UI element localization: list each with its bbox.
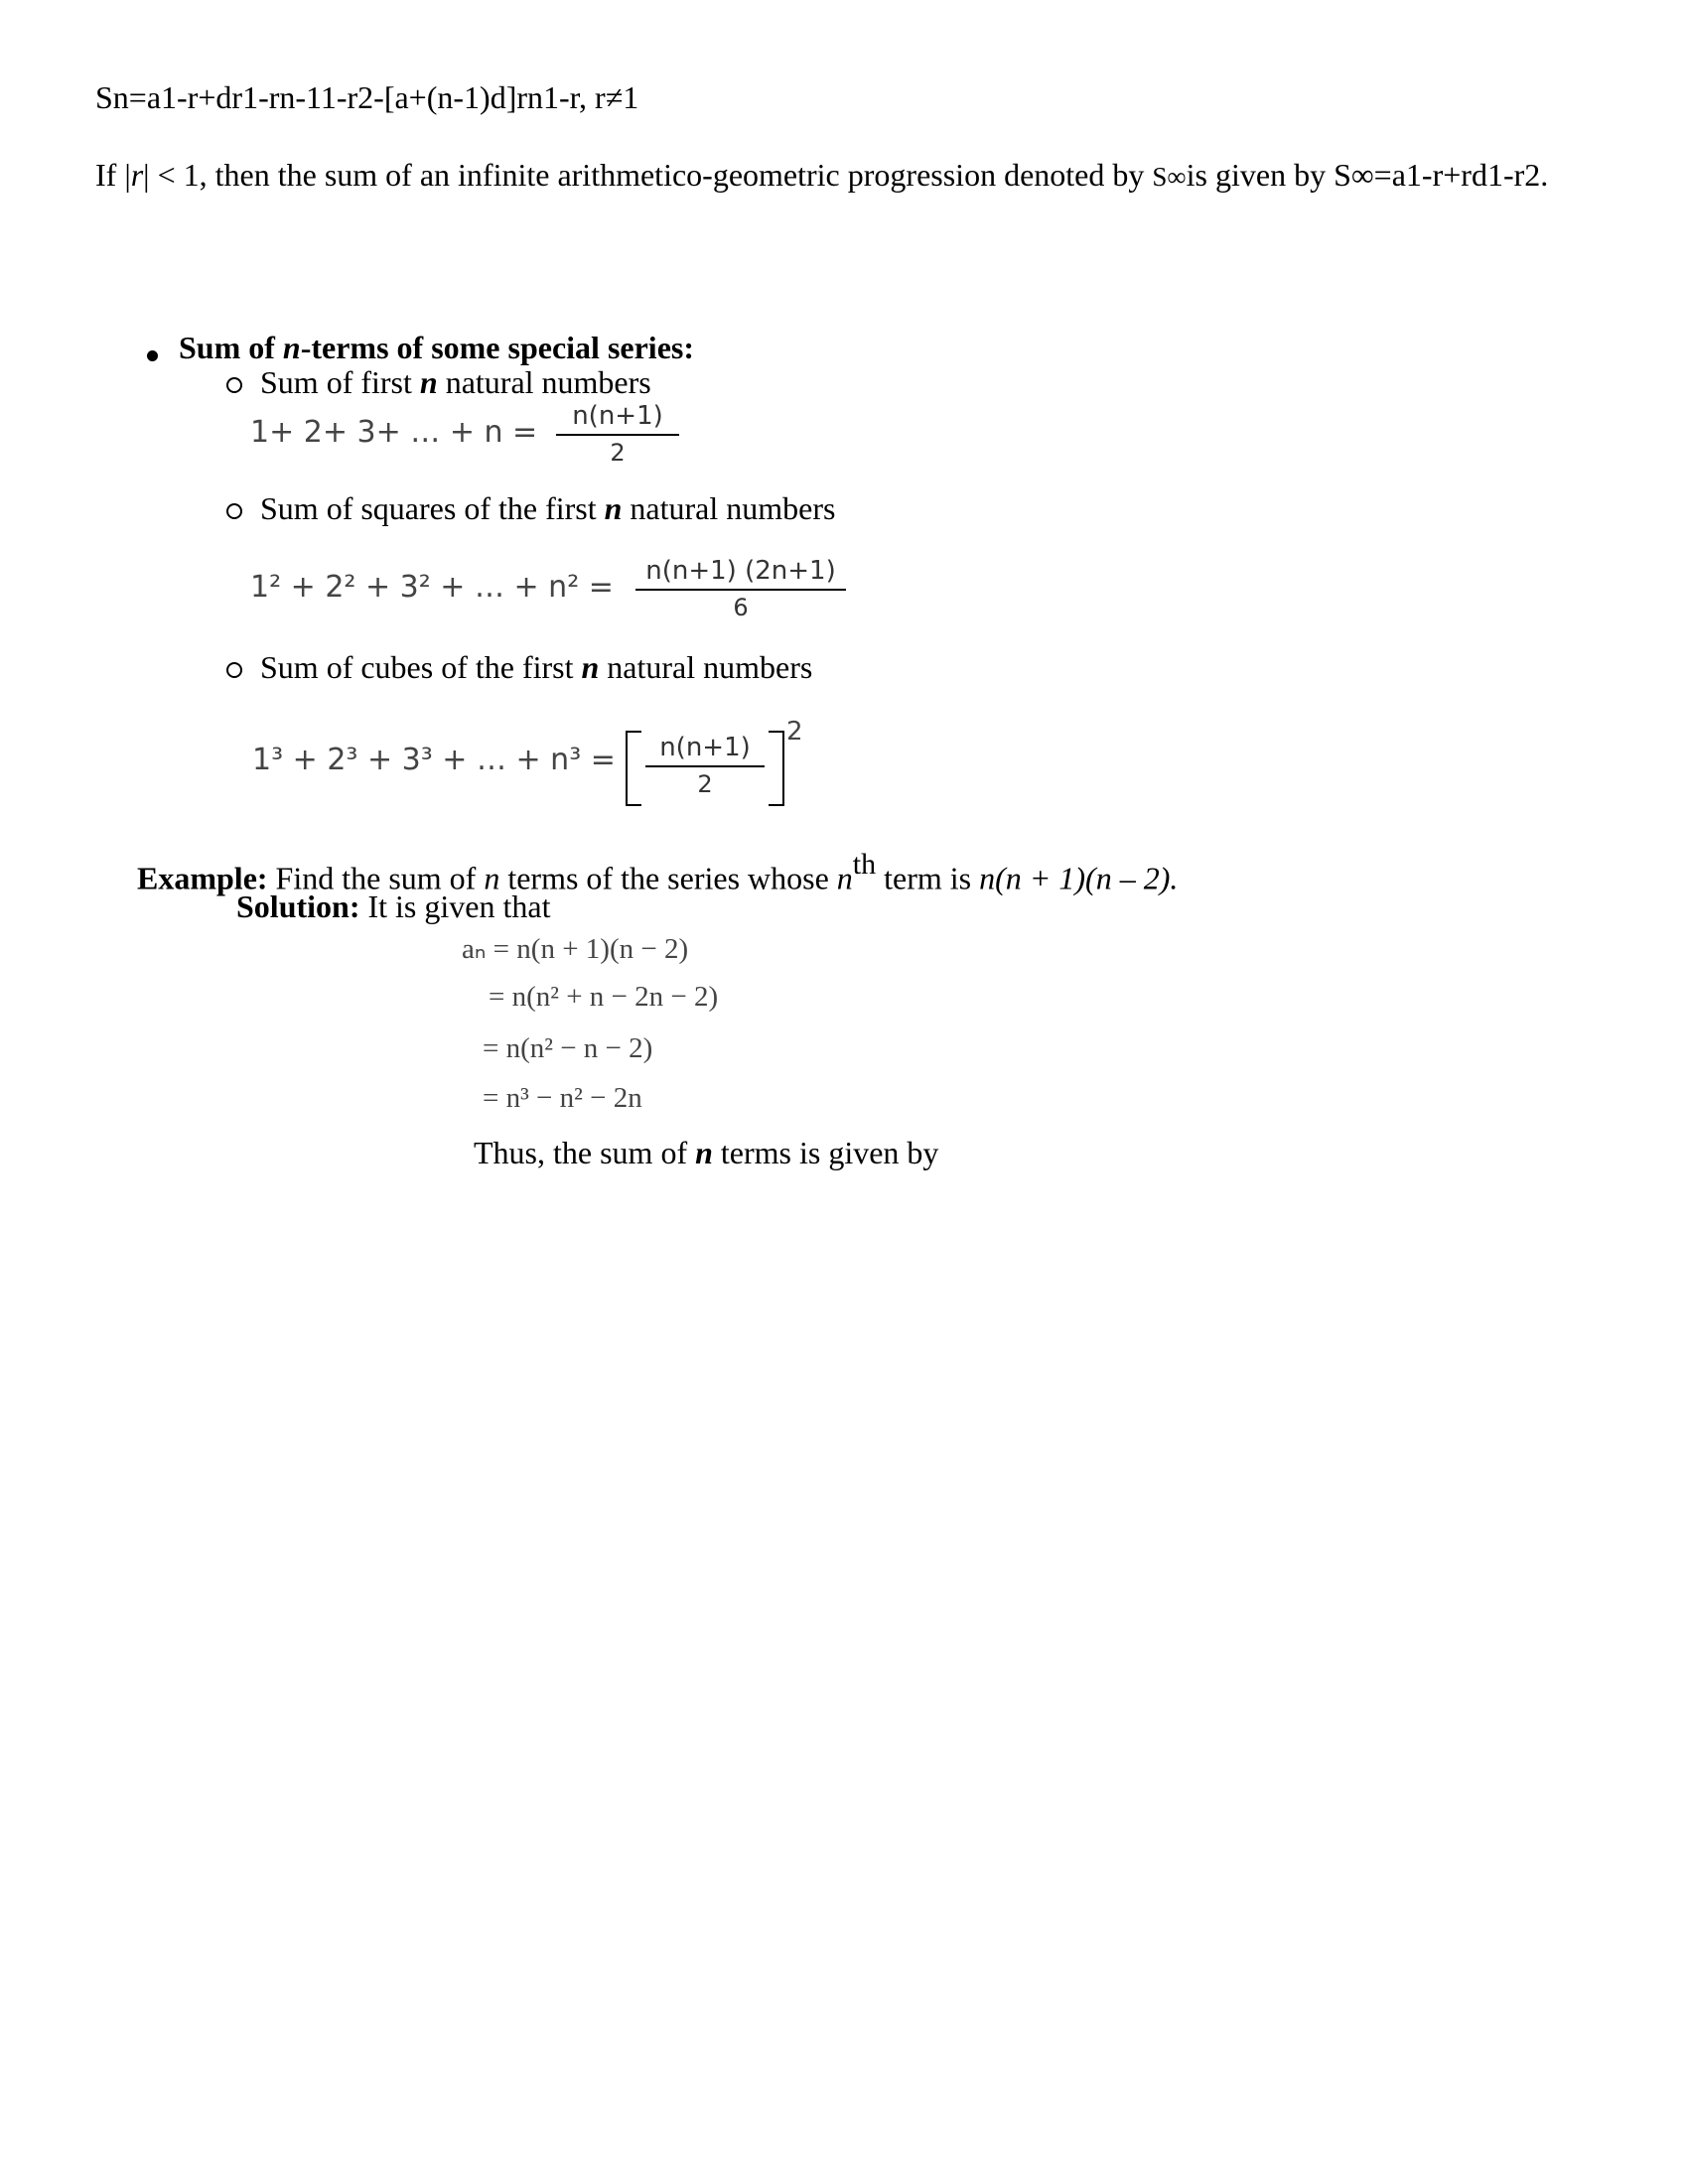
fraction-denominator: 2: [610, 438, 626, 467]
thus-text-b: terms is given by: [712, 1135, 939, 1170]
solution-line: [236, 888, 550, 925]
thus-n: n: [695, 1135, 713, 1170]
cubes-sum-fraction: [645, 733, 765, 798]
circle-bullet-icon: [226, 503, 242, 519]
solution-label: Solution:: [236, 888, 360, 924]
r-var: r: [130, 157, 144, 193]
natural-sum-label: [260, 364, 651, 401]
natural-sum-fraction: [556, 401, 679, 467]
s-infinity-symbol: S∞: [1152, 162, 1187, 192]
bullet-icon: [147, 350, 158, 361]
infinite-sum-paragraph: [95, 154, 1605, 198]
label-n: n: [419, 364, 438, 400]
label-n: n: [604, 490, 623, 526]
fraction-numerator: n(n+1): [572, 401, 663, 431]
thus-line: [474, 1135, 938, 1171]
fraction-bar: [635, 589, 846, 591]
thus-text-a: Thus, the sum of: [474, 1135, 696, 1170]
squares-sum-label: [260, 490, 835, 527]
label-n: n: [581, 649, 600, 685]
example-term: n(n + 1)(n – 2).: [979, 860, 1179, 896]
example-n1: n: [484, 860, 500, 896]
label-post: natural numbers: [437, 364, 651, 400]
derivation-step: = n(n² − n − 2): [483, 1032, 653, 1064]
circle-bullet-icon: [226, 377, 242, 393]
fraction-bar: [556, 434, 679, 436]
natural-sum-lhs: 1+ 2+ 3+ … + n =: [250, 415, 538, 450]
fraction-numerator: n(n+1) (2n+1): [645, 556, 836, 586]
special-series-heading: [179, 330, 694, 366]
cubes-sum-lhs: 1³ + 2³ + 3³ + … + n³ =: [252, 743, 616, 777]
example-label: Example:: [137, 860, 268, 896]
right-bracket: [769, 731, 784, 806]
circle-bullet-icon: [226, 662, 242, 678]
squares-sum-lhs: 1² + 2² + 3² + … + n² =: [250, 570, 614, 605]
para-mid: | < 1, then the sum of an infinite arithmetico-geometric progression denoted by: [143, 157, 1153, 193]
fraction-denominator: 6: [733, 593, 749, 621]
heading-tail: -terms of some special series:: [300, 330, 694, 365]
squares-sum-fraction: [635, 556, 846, 621]
label-pre: Sum of squares of the first: [260, 490, 605, 526]
label-post: natural numbers: [599, 649, 813, 685]
derivation-step: = n³ − n² − 2n: [483, 1082, 642, 1114]
derivation-step: = n(n² + n − 2n − 2): [489, 981, 719, 1013]
cubes-sum-label: [260, 649, 812, 686]
left-bracket: [626, 731, 641, 806]
solution-text: It is given that: [359, 888, 551, 924]
fraction-denominator: 2: [697, 769, 713, 798]
para-tail: is given by S∞=a1-r+rd1-r2.: [1186, 157, 1549, 193]
derivation-step: aₙ = n(n + 1)(n − 2): [462, 933, 689, 965]
example-text-a: Find the sum of: [267, 860, 485, 896]
heading-pre: Sum of: [179, 330, 283, 365]
example-n2: n: [836, 860, 853, 896]
example-text-b: terms of the series whose: [499, 860, 837, 896]
example-text-c: term is: [876, 860, 980, 896]
fraction-numerator: n(n+1): [659, 733, 751, 762]
label-pre: Sum of cubes of the first: [260, 649, 582, 685]
example-th: th: [852, 848, 877, 881]
para-prefix: If |: [95, 157, 131, 193]
label-post: natural numbers: [622, 490, 836, 526]
label-pre: Sum of first: [260, 364, 420, 400]
heading-n: n: [282, 330, 301, 365]
bracket-exponent: 2: [786, 717, 803, 747]
fraction-bar: [645, 765, 765, 767]
arith-geo-sum-formula: Sn=a1-r+dr1-rn-11-r2-[a+(n-1)d]rn1-r, r≠1: [95, 79, 639, 115]
